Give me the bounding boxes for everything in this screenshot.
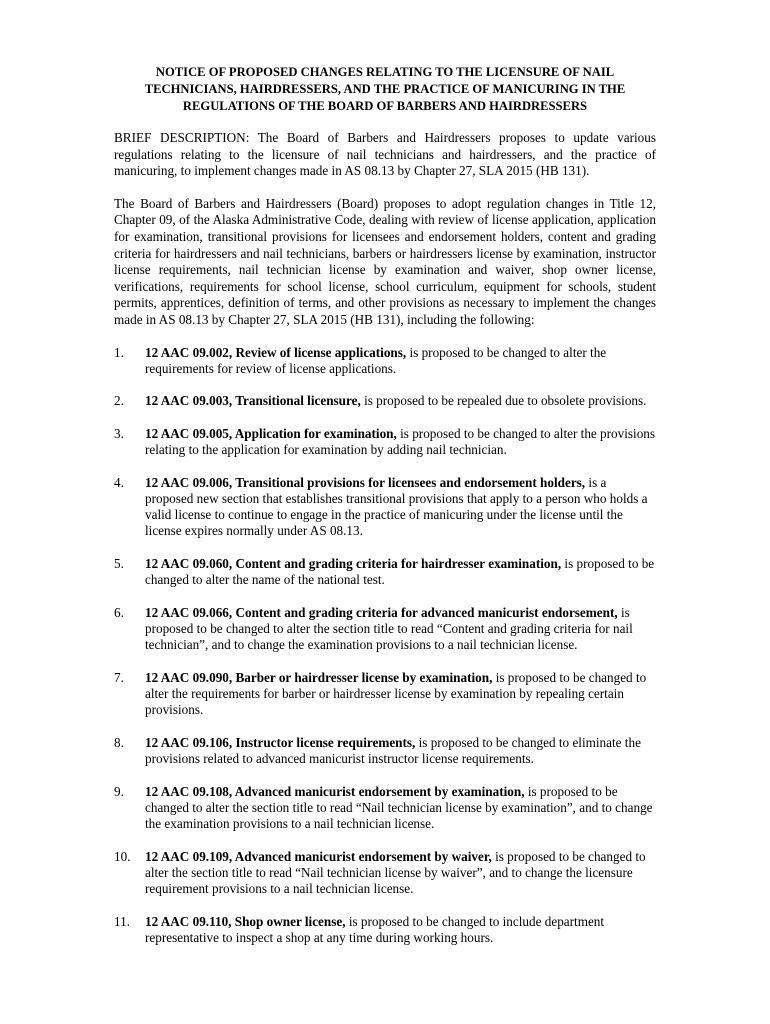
list-item xyxy=(114,784,656,833)
intro-paragraph: The Board of Barbers and Hairdressers (Board) proposes to adopt regulation changes in Title 12, Chapter 09, of the Alaska Administrative Code, dealing with review of license application, application for examination, transitional provisions for licensees and endorsement holders, content and grading criteria for hairdressers and nail technicians, barbers or hairdressers license by examination, instructor license requirements, nail technician license by examination and waiver, shop owner license, verifications, requirements for school license, school curriculum, equipment for schools, student permits, apprentices, definition of terms, and other provisions as necessary to implement the changes made in AS 08.13 by Chapter 27, SLA 2015 (HB 131), including the following: xyxy=(114,195,656,327)
title-line-2: TECHNICIANS, HAIRDRESSERS, AND THE PRACTICE OF MANICURING IN THE xyxy=(144,82,626,96)
list-item xyxy=(114,849,656,898)
item-body: is proposed to be changed to alter the requirements for review of license applications. xyxy=(145,344,607,376)
item-number: 4. xyxy=(114,474,124,490)
list-item xyxy=(114,556,656,588)
title-line-1: NOTICE OF PROPOSED CHANGES RELATING TO THE LICENSURE OF NAIL xyxy=(155,65,615,79)
list-item xyxy=(114,670,656,719)
item-body: is proposed to be changed to alter the requirements for barber or hairdresser license by examination by repealing certain provisions. xyxy=(145,669,647,718)
item-number: 11. xyxy=(114,913,130,929)
list-item xyxy=(114,426,656,458)
item-heading: 12 AAC 09.005, Application for examination, xyxy=(145,425,397,441)
item-number: 3. xyxy=(114,425,124,441)
item-body: is proposed to be changed to alter the name of the national test. xyxy=(145,555,655,588)
item-body: is proposed to be changed to alter the section title to read “Content and grading criteria for nail technician”, and to change the examination provisions to a nail technician license. xyxy=(145,604,633,653)
item-heading: 12 AAC 09.003, Transitional licensure, xyxy=(145,393,361,409)
regulation-list xyxy=(114,345,656,946)
list-item xyxy=(114,345,656,377)
item-body: is proposed to be repealed due to obsolete provisions. xyxy=(360,393,647,409)
item-heading: 12 AAC 09.060, Content and grading criteria for hairdresser examination, xyxy=(145,555,562,571)
item-number: 8. xyxy=(114,734,124,750)
list-item xyxy=(114,735,656,767)
item-heading: 12 AAC 09.110, Shop owner license, xyxy=(145,913,346,929)
item-heading: 12 AAC 09.106, Instructor license requirements, xyxy=(145,734,416,750)
list-item xyxy=(114,914,656,946)
item-number: 6. xyxy=(114,604,124,620)
item-body: is proposed to be changed to alter the provisions relating to the application for examination by adding nail technician. xyxy=(145,425,656,458)
item-body: is proposed to be changed to alter the section title to read “Nail technician license by examination”, and to change the examination provisions to a nail technician license. xyxy=(145,783,653,831)
document-title xyxy=(114,64,656,115)
item-heading: 12 AAC 09.090, Barber or hairdresser license by examination, xyxy=(145,669,493,685)
item-number: 7. xyxy=(114,669,124,685)
item-body: is a proposed new section that establishes transitional provisions that apply to a person who holds a valid license to continue to engage in the practice of manicuring under the license until the license expires normally under AS 08.13. xyxy=(145,474,648,539)
item-heading: 12 AAC 09.066, Content and grading criteria for advanced manicurist endorsement, xyxy=(145,604,618,620)
item-body: is proposed to be changed to eliminate the provisions related to advanced manicurist instructor license requirements. xyxy=(145,734,641,766)
list-item xyxy=(114,475,656,540)
title-line-3: REGULATIONS OF THE BOARD OF BARBERS AND HAIRDRESSERS xyxy=(182,99,588,113)
list-item xyxy=(114,605,656,654)
item-number: 1. xyxy=(114,344,124,360)
item-body: is proposed to be changed to include department representative to inspect a shop at any time during working hours. xyxy=(145,913,605,945)
item-body: is proposed to be changed to alter the section title to read “Nail technician license by waiver”, and to change the licensure requirement provisions to a nail technician license. xyxy=(145,848,646,896)
item-number: 10. xyxy=(114,848,131,864)
item-heading: 12 AAC 09.108, Advanced manicurist endorsement by examination, xyxy=(145,783,525,799)
item-number: 9. xyxy=(114,783,124,799)
item-heading: 12 AAC 09.002, Review of license applications, xyxy=(145,344,407,360)
brief-description: BRIEF DESCRIPTION: The Board of Barbers and Hairdressers proposes to update various regulations relating to the licensure of nail technicians and hairdressers, and the practice of manicuring, to implement changes made in AS 08.13 by Chapter 27, SLA 2015 (HB 131). xyxy=(114,130,656,179)
item-number: 2. xyxy=(114,393,124,409)
item-number: 5. xyxy=(114,555,124,571)
item-heading: 12 AAC 09.109, Advanced manicurist endorsement by waiver, xyxy=(145,848,492,864)
list-item xyxy=(114,393,656,409)
item-heading: 12 AAC 09.006, Transitional provisions for licensees and endorsement holders, xyxy=(145,474,586,490)
